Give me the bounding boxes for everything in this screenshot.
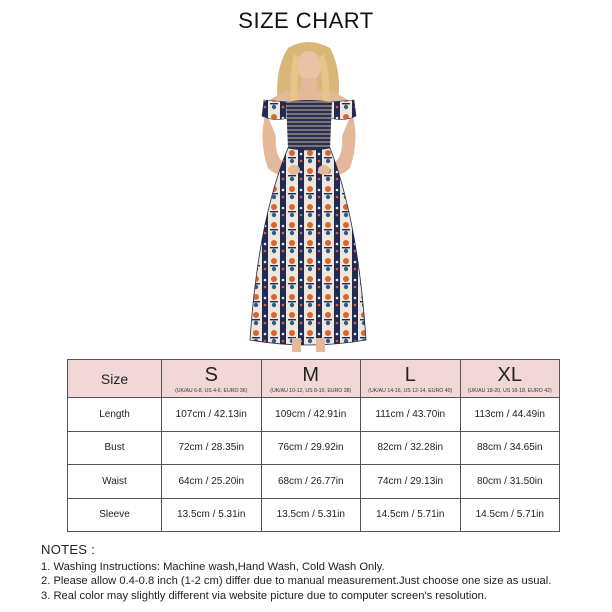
table-cell: 109cm / 42.91in bbox=[261, 398, 361, 432]
note-item: 3. Real color may slightly different via website picture due to computer screen's resolution. bbox=[41, 589, 487, 602]
size-name: L bbox=[404, 363, 416, 386]
table-cell: 13.5cm / 5.31in bbox=[162, 498, 262, 532]
table-row-sleeve bbox=[68, 498, 560, 532]
table-header-row bbox=[68, 360, 560, 398]
size-conversion: (UK/AU 18-20, US 16-18, EURO 42) bbox=[467, 387, 552, 394]
table-cell: 14.5cm / 5.71in bbox=[460, 498, 560, 532]
table-cell: 72cm / 28.35in bbox=[162, 431, 262, 465]
size-name: M bbox=[302, 363, 320, 386]
model-dress-illustration bbox=[208, 40, 408, 352]
size-table bbox=[67, 359, 560, 532]
table-cell: 14.5cm / 5.71in bbox=[361, 498, 461, 532]
table-row-bust bbox=[68, 431, 560, 465]
table-cell: 64cm / 25.20in bbox=[162, 465, 262, 499]
table-cell: 80cm / 31.50in bbox=[460, 465, 560, 499]
size-conversion: (UK/AU 6-8, US 4-6, EURO 36) bbox=[175, 387, 248, 394]
note-item: 1. Washing Instructions: Machine wash,Hand Wash, Cold Wash Only. bbox=[41, 561, 385, 573]
row-label: Waist bbox=[68, 465, 162, 499]
size-conversion: (UK/AU 10-12, US 8-10, EURO 38) bbox=[270, 387, 352, 394]
row-label: Length bbox=[68, 398, 162, 432]
notes-heading: NOTES : bbox=[41, 542, 96, 557]
size-name: XL bbox=[497, 363, 522, 386]
row-label: Sleeve bbox=[68, 498, 162, 532]
size-conversion: (UK/AU 14-16, US 12-14, EURO 40) bbox=[368, 387, 453, 394]
size-column-m bbox=[261, 360, 361, 398]
table-cell: 88cm / 34.65in bbox=[460, 431, 560, 465]
table-row-waist bbox=[68, 465, 560, 499]
table-cell: 111cm / 43.70in bbox=[361, 398, 461, 432]
note-item: 2. Please allow 0.4-0.8 inch (1-2 cm) differ due to manual measurement.Just choose one size as usual. bbox=[41, 575, 552, 588]
table-cell: 82cm / 32.28in bbox=[361, 431, 461, 465]
table-cell: 113cm / 44.49in bbox=[460, 398, 560, 432]
table-cell: 68cm / 26.77in bbox=[261, 465, 361, 499]
table-cell: 13.5cm / 5.31in bbox=[261, 498, 361, 532]
table-cell: 74cm / 29.13in bbox=[361, 465, 461, 499]
table-cell: 107cm / 42.13in bbox=[162, 398, 262, 432]
page-title: SIZE CHART bbox=[238, 8, 374, 33]
row-label: Bust bbox=[68, 431, 162, 465]
notes-section bbox=[41, 542, 601, 603]
size-name: S bbox=[204, 363, 218, 386]
table-cell: 76cm / 29.92in bbox=[261, 431, 361, 465]
table-row-length bbox=[68, 398, 560, 432]
size-column-s bbox=[162, 360, 262, 398]
size-column-l bbox=[361, 360, 461, 398]
size-column-xl bbox=[460, 360, 560, 398]
size-header-label: Size bbox=[68, 360, 162, 398]
